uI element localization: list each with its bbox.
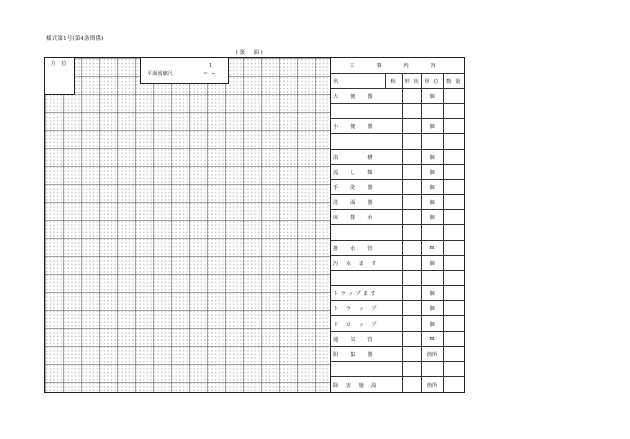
table-row bbox=[331, 361, 464, 376]
table-row bbox=[331, 164, 464, 179]
table-row bbox=[331, 104, 464, 119]
item-quantity-cell[interactable] bbox=[443, 316, 464, 331]
item-shape-cell[interactable] bbox=[402, 88, 421, 103]
item-name-cell bbox=[331, 210, 402, 225]
item-unit-cell bbox=[421, 104, 443, 119]
floor-plan-grid bbox=[45, 58, 331, 392]
table-title-row bbox=[331, 58, 464, 73]
item-shape-cell[interactable] bbox=[402, 225, 421, 240]
item-name-cell bbox=[331, 225, 402, 240]
table-row bbox=[331, 301, 464, 316]
orientation-label: 方 位 bbox=[50, 61, 69, 67]
item-name-cell bbox=[331, 270, 402, 285]
item-quantity-cell[interactable] bbox=[443, 179, 464, 194]
item-unit-cell bbox=[421, 270, 443, 285]
item-shape-cell[interactable] bbox=[402, 346, 421, 361]
item-quantity-cell[interactable] bbox=[443, 346, 464, 361]
table-row bbox=[331, 240, 464, 255]
item-quantity-cell[interactable] bbox=[443, 119, 464, 134]
item-quantity-cell[interactable] bbox=[443, 377, 464, 392]
table-row bbox=[331, 331, 464, 346]
item-quantity-cell[interactable] bbox=[443, 210, 464, 225]
item-unit-cell: 個 bbox=[421, 195, 443, 210]
item-name: 阻 集 器 bbox=[333, 351, 373, 358]
item-quantity-cell[interactable] bbox=[443, 331, 464, 346]
item-name-cell bbox=[331, 316, 402, 331]
item-shape-cell[interactable] bbox=[402, 104, 421, 119]
item-shape-cell[interactable] bbox=[402, 316, 421, 331]
item-unit-cell: 個 bbox=[421, 301, 443, 316]
table-row bbox=[331, 286, 464, 301]
item-shape-cell[interactable] bbox=[402, 179, 421, 194]
item-unit-cell: 個 bbox=[421, 210, 443, 225]
item-name: 流 し 類 bbox=[333, 169, 373, 176]
table-row bbox=[331, 255, 464, 270]
item-quantity-cell[interactable] bbox=[443, 149, 464, 164]
item-unit-cell: 個 bbox=[421, 119, 443, 134]
table-row bbox=[331, 316, 464, 331]
item-shape-cell[interactable] bbox=[402, 164, 421, 179]
item-unit-cell: 箇所 bbox=[421, 346, 443, 361]
item-name-cell bbox=[331, 179, 402, 194]
item-name: 除 害 施 設 bbox=[333, 382, 377, 389]
item-shape-cell[interactable] bbox=[402, 149, 421, 164]
scale-numerator: 1 bbox=[209, 63, 213, 69]
item-unit-cell: 個 bbox=[421, 88, 443, 103]
item-unit-cell: 個 bbox=[421, 255, 443, 270]
item-name: 洗 面 器 bbox=[333, 200, 373, 207]
item-name-cell bbox=[331, 240, 402, 255]
item-unit-cell: 個 bbox=[421, 316, 443, 331]
item-shape-cell[interactable] bbox=[402, 301, 421, 316]
item-name-cell bbox=[331, 149, 402, 164]
item-quantity-cell[interactable] bbox=[443, 225, 464, 240]
table-row bbox=[331, 346, 464, 361]
item-name: 通 気 管 bbox=[333, 336, 373, 343]
item-quantity-cell[interactable] bbox=[443, 255, 464, 270]
table-row bbox=[331, 119, 464, 134]
item-name-cell bbox=[331, 119, 402, 134]
table-row bbox=[331, 377, 464, 392]
form-frame bbox=[44, 57, 465, 393]
header-name: 名 bbox=[331, 73, 385, 88]
item-shape-cell[interactable] bbox=[402, 134, 421, 149]
table-row bbox=[331, 195, 464, 210]
item-name-cell bbox=[331, 195, 402, 210]
item-shape-cell[interactable] bbox=[402, 240, 421, 255]
item-quantity-cell[interactable] bbox=[443, 195, 464, 210]
table-row bbox=[331, 134, 464, 149]
item-name-cell bbox=[331, 286, 402, 301]
item-quantity-cell[interactable] bbox=[443, 270, 464, 285]
table-row bbox=[331, 179, 464, 194]
form-label: 様式第1号(第4条関係) bbox=[46, 36, 104, 42]
table-row bbox=[331, 270, 464, 285]
item-quantity-cell[interactable] bbox=[443, 134, 464, 149]
item-name-cell bbox=[331, 255, 402, 270]
item-name-cell bbox=[331, 346, 402, 361]
item-shape-cell[interactable] bbox=[402, 286, 421, 301]
item-name-cell bbox=[331, 104, 402, 119]
item-unit-cell: m bbox=[421, 331, 443, 346]
item-unit-cell: m bbox=[421, 240, 443, 255]
item-unit-cell bbox=[421, 134, 443, 149]
item-name: ト ラ ッ プ bbox=[333, 306, 377, 313]
item-name-cell bbox=[331, 88, 402, 103]
item-shape-cell[interactable] bbox=[402, 119, 421, 134]
item-name: 汚 水 ま す bbox=[333, 260, 377, 267]
item-name-cell bbox=[331, 134, 402, 149]
item-name-cell bbox=[331, 331, 402, 346]
table-header-row bbox=[331, 73, 464, 88]
scale-label: 平面図縮尺 bbox=[147, 71, 173, 77]
work-table-body bbox=[331, 58, 464, 392]
table-row bbox=[331, 225, 464, 240]
item-name-cell bbox=[331, 301, 402, 316]
item-quantity-cell[interactable] bbox=[443, 286, 464, 301]
item-name: 排 水 管 bbox=[333, 245, 373, 252]
scale-denominator: ＝ ─ bbox=[203, 71, 216, 77]
item-unit-cell bbox=[421, 361, 443, 376]
item-unit-cell: 個 bbox=[421, 179, 443, 194]
item-name-cell bbox=[331, 164, 402, 179]
header-quantity: 数 量 bbox=[443, 73, 464, 88]
item-unit-cell: 個 bbox=[421, 149, 443, 164]
item-unit-cell bbox=[421, 225, 443, 240]
item-shape-cell[interactable] bbox=[402, 331, 421, 346]
item-quantity-cell[interactable] bbox=[443, 240, 464, 255]
table-title: 工 事 内 容 bbox=[331, 58, 464, 73]
item-name: 小 便 器 bbox=[333, 124, 373, 131]
item-name: ド ロ ッ プ bbox=[333, 321, 377, 328]
item-name: 手 洗 器 bbox=[333, 184, 373, 191]
item-shape-cell[interactable] bbox=[402, 195, 421, 210]
header-shape: 形 状 bbox=[402, 73, 421, 88]
item-shape-cell[interactable] bbox=[402, 270, 421, 285]
item-name-cell bbox=[331, 361, 402, 376]
header-name-suffix: 称 bbox=[385, 73, 402, 88]
item-shape-cell[interactable] bbox=[402, 361, 421, 376]
item-unit-cell: 個 bbox=[421, 286, 443, 301]
item-shape-cell[interactable] bbox=[402, 210, 421, 225]
item-name: トラップます bbox=[333, 291, 378, 298]
item-unit-cell: 個 bbox=[421, 164, 443, 179]
item-quantity-cell[interactable] bbox=[443, 164, 464, 179]
work-content-table bbox=[331, 58, 464, 392]
table-row bbox=[331, 88, 464, 103]
item-name: 床 排 水 bbox=[333, 215, 373, 222]
orientation-box bbox=[45, 58, 75, 95]
table-row bbox=[331, 149, 464, 164]
sheet-caption: (裏 面) bbox=[235, 50, 265, 56]
item-shape-cell[interactable] bbox=[402, 255, 421, 270]
item-shape-cell[interactable] bbox=[402, 377, 421, 392]
item-name-cell bbox=[331, 377, 402, 392]
item-unit-cell: 箇所 bbox=[421, 377, 443, 392]
item-quantity-cell[interactable] bbox=[443, 104, 464, 119]
item-quantity-cell[interactable] bbox=[443, 88, 464, 103]
item-name: 浴 槽 bbox=[333, 154, 373, 161]
item-quantity-cell[interactable] bbox=[443, 301, 464, 316]
table-row bbox=[331, 210, 464, 225]
item-quantity-cell[interactable] bbox=[443, 361, 464, 376]
header-unit: 単 位 bbox=[421, 73, 443, 88]
scale-box bbox=[140, 58, 229, 84]
item-name: 大 便 器 bbox=[333, 93, 373, 100]
